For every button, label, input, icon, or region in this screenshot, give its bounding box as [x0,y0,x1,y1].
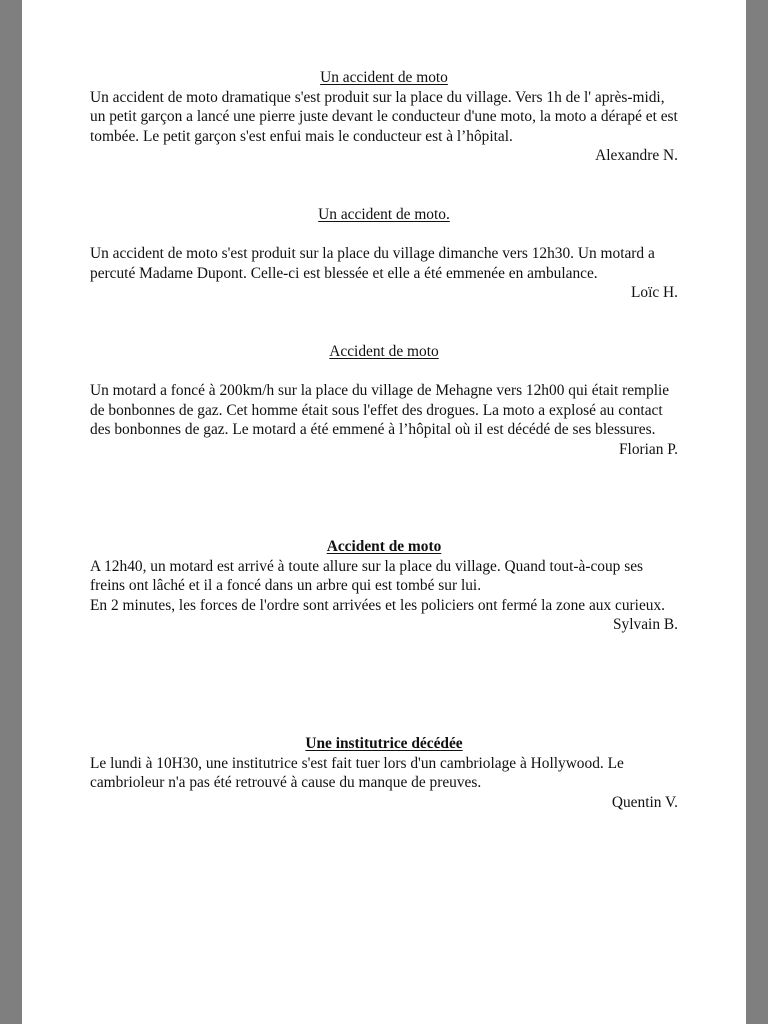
article-2 [90,205,678,303]
blank-line [90,225,678,245]
article-body: Un accident de moto s'est produit sur la place du village dimanche vers 12h30. Un motard a percuté Madame Dupont. Celle-ci est blessée et elle a été emmenée en ambulance. [90,245,655,282]
article-title: Un accident de moto [320,69,448,86]
article-5 [90,734,678,812]
article-4 [90,537,678,635]
article-body: A 12h40, un motard est arrivé à toute allure sur la place du village. Quand tout-à-coup ses freins ont lâché et il a foncé dans un arbre qui est tombé sur lui. [90,557,644,595]
article-author: Alexandre N. [595,147,678,165]
article-body: Un motard a foncé à 200km/h sur la place du village de Mehagne vers 12h00 qui était remplie de bonbonnes de gaz. Cet homme était sous l'effet des drogues. La moto a explosé au contact des bonbonnes de gaz. Le motard a été emmené à l’hôpital où il est décédé de ses blessures. [90,382,670,439]
article-body: Le lundi à 10H30, une institutrice s'est fait tuer lors d'un cambriolage à Hollywood. Le cambrioleur n'a pas été retrouvé à cause du manque de preuves. [90,754,624,792]
document-page [22,0,746,1024]
blank-line [90,362,678,382]
article-author: Loïc H. [630,284,678,302]
article-title: Un accident de moto. [318,206,450,223]
article-1 [90,68,678,166]
article-title: Accident de moto [326,538,442,555]
article-author: Florian P. [618,440,678,458]
article-body: Un accident de moto dramatique s'est produit sur la place du village. Vers 1h de l' après-midi, un petit garçon a lancé une pierre juste devant le conducteur d'une moto, la moto a dérapé et est tombée. Le petit garçon s'est enfui mais le conducteur est à l’hôpital. [90,88,678,145]
article-title: Accident de moto [329,343,439,360]
article-title: Une institutrice décédée [305,735,463,752]
article-body: En 2 minutes, les forces de l'ordre sont arrivées et les policiers ont fermé la zone aux curieux. [90,596,666,614]
article-author: Quentin V. [611,793,678,811]
article-3 [90,342,678,460]
article-author: Sylvain B. [613,616,678,634]
